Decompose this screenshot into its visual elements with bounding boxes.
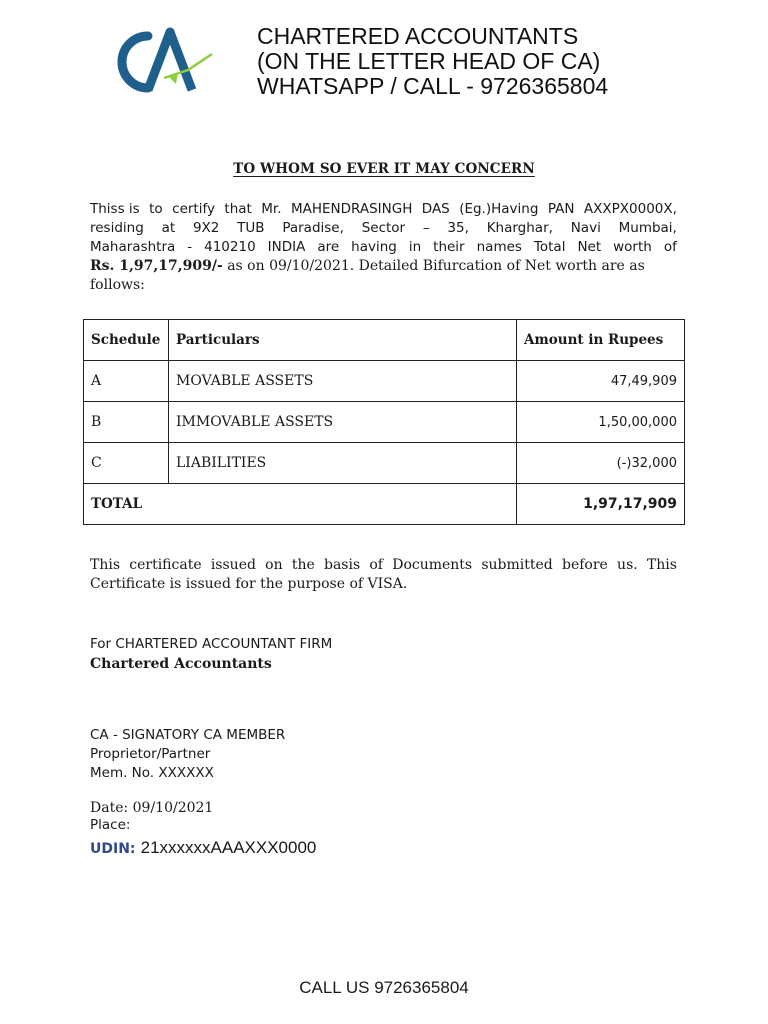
intro-line-4 (90, 257, 677, 276)
intro-word: Thiss is (90, 201, 140, 217)
intro-word: are (317, 239, 340, 255)
intro-word: having (351, 239, 397, 255)
intro-word: Mr. (261, 201, 282, 217)
intro-word: INDIA (267, 239, 306, 255)
intro-word: of (663, 239, 677, 255)
basis-word: us. (617, 557, 638, 573)
basis-word: certificate (129, 557, 202, 573)
firm-block (90, 634, 332, 674)
basis-word: Documents (392, 557, 473, 573)
ca-logo (108, 26, 216, 98)
intro-line-3 (90, 238, 677, 257)
signatory-name: CA - SIGNATORY CA MEMBER (90, 727, 286, 743)
basis-word: issued (210, 557, 256, 573)
basis-word: submitted (481, 557, 553, 573)
intro-word: 9X2 (192, 220, 220, 236)
intro-word: 410210 (204, 239, 256, 255)
intro-word: TUB (237, 220, 265, 236)
intro-word: names (476, 239, 522, 255)
place-line: Place: (90, 817, 131, 833)
udin-value: 21xxxxxxAAAXXX0000 (140, 838, 317, 857)
net-worth-amount: Rs. 1,97,17,909/- (90, 258, 223, 274)
cell-schedule: B (84, 402, 169, 443)
intro-word: certify (172, 201, 215, 217)
basis-word: the (291, 557, 315, 573)
intro-word: DAS (421, 201, 450, 217)
basis-word: basis (324, 557, 361, 573)
cell-schedule: A (84, 361, 169, 402)
intro-word: Mumbai, (618, 220, 677, 236)
intro-word: Kharghar, (486, 220, 553, 236)
basis-word: before (561, 557, 608, 573)
intro-line-2 (90, 219, 677, 238)
table-header-row (84, 320, 685, 361)
intro-word: residing (90, 220, 144, 236)
basis-word: This (646, 557, 677, 573)
table-total-row (84, 484, 685, 525)
intro-word: that (224, 201, 252, 217)
cell-particulars: LIABILITIES (169, 443, 517, 484)
intro-word: (Eg.)Having (459, 201, 539, 217)
intro-word: worth (613, 239, 652, 255)
table-row (84, 361, 685, 402)
intro-word: PAN (547, 201, 575, 217)
intro-word: their (433, 239, 465, 255)
total-label: TOTAL (84, 484, 517, 525)
signatory-role: Proprietor/Partner (90, 746, 211, 762)
intro-paragraph (90, 200, 677, 295)
basis-word: of (369, 557, 383, 573)
intro-word: Total (533, 239, 566, 255)
basis-word: This (90, 557, 121, 573)
intro-line-4-rest: as on 09/10/2021. Detailed Bifurcation of Net worth are as (227, 258, 645, 274)
intro-word: Maharashtra (90, 239, 176, 255)
table-row (84, 402, 685, 443)
intro-word: Navi (570, 220, 601, 236)
udin-label: UDIN: (90, 841, 136, 857)
date-line: Date: 09/10/2021 (90, 800, 214, 816)
intro-word: 35, (447, 220, 469, 236)
intro-word: – (422, 220, 430, 236)
udin-line (90, 838, 316, 858)
cell-amount: 47,49,909 (517, 361, 685, 402)
cell-amount: (-)32,000 (517, 443, 685, 484)
table-row (84, 443, 685, 484)
total-amount: 1,97,17,909 (517, 484, 685, 525)
membership-number: Mem. No. XXXXXX (90, 765, 214, 781)
intro-word: Sector (361, 220, 406, 236)
document-title-text: TO WHOM SO EVER IT MAY CONCERN (233, 161, 535, 177)
intro-word: to (149, 201, 163, 217)
intro-word: MAHENDRASINGH (290, 201, 413, 217)
cell-schedule: C (84, 443, 169, 484)
header-amount: Amount in Rupees (517, 320, 685, 361)
cell-amount: 1,50,00,000 (517, 402, 685, 443)
intro-word: - (187, 239, 193, 255)
letterhead-line-3: WHATSAPP / CALL - 9726365804 (257, 73, 609, 99)
letterhead-line-2: (ON THE LETTER HEAD OF CA) (257, 48, 601, 74)
intro-line-5: follows: (90, 277, 145, 293)
basis-line-1 (90, 556, 677, 575)
firm-line-1: For CHARTERED ACCOUNTANT FIRM (90, 636, 333, 652)
intro-word: Net (577, 239, 602, 255)
date-place-block (90, 800, 213, 834)
header-schedule: Schedule (84, 320, 169, 361)
footer-contact: CALL US 9726365804 (299, 978, 469, 997)
letterhead (257, 24, 608, 99)
header-particulars: Particulars (169, 320, 517, 361)
document-title (0, 161, 768, 177)
signatory-block (90, 726, 285, 783)
cell-particulars: IMMOVABLE ASSETS (169, 402, 517, 443)
cell-particulars: MOVABLE ASSETS (169, 361, 517, 402)
intro-word: in (408, 239, 422, 255)
basis-word: on (265, 557, 283, 573)
basis-line-2: Certificate is issued for the purpose of VISA. (90, 576, 408, 592)
firm-line-2: Chartered Accountants (90, 656, 272, 672)
intro-line-1 (90, 200, 677, 219)
intro-word: at (161, 220, 176, 236)
net-worth-table (83, 319, 685, 525)
basis-paragraph (90, 556, 677, 594)
letterhead-line-1: CHARTERED ACCOUNTANTS (257, 23, 579, 49)
intro-word: AXXPX0000X, (583, 201, 677, 217)
intro-word: Paradise, (282, 220, 344, 236)
